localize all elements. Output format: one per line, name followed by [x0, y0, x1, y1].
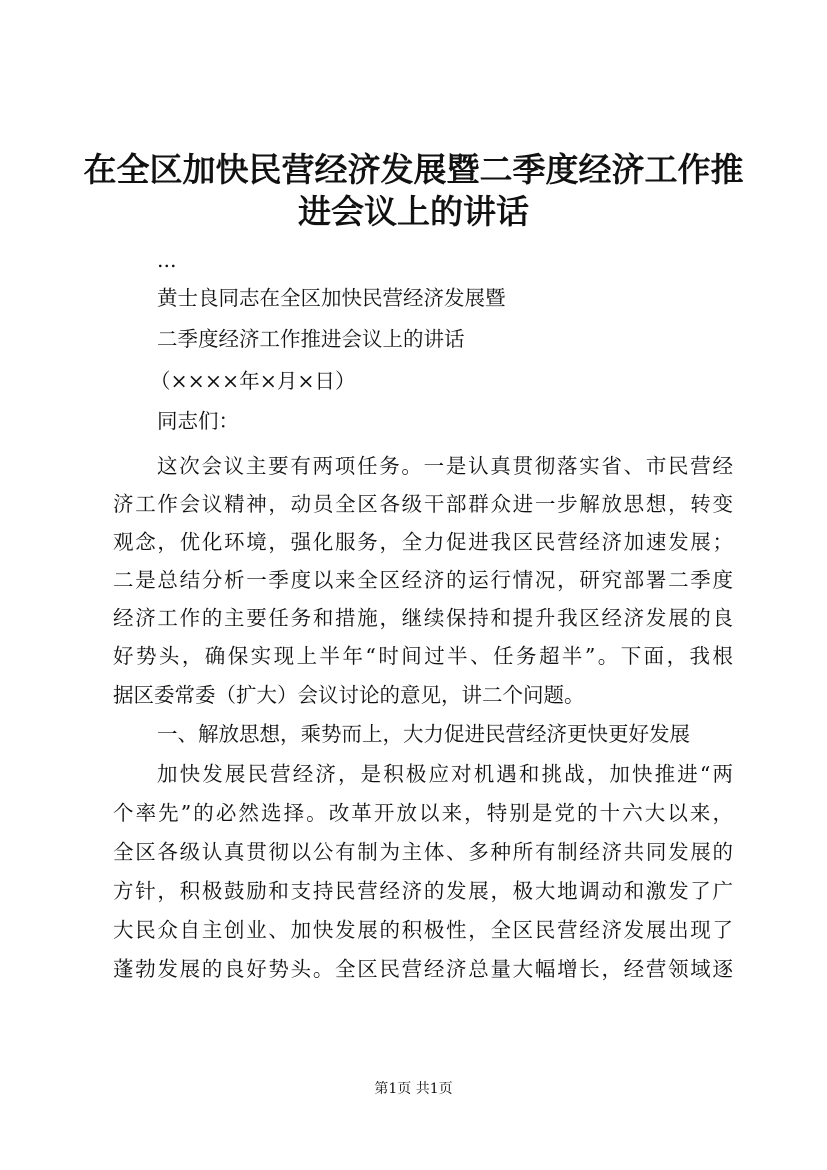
ellipsis-line: ... — [157, 248, 177, 272]
body-line: 个率先”的必然选择。改革开放以来，特别是党的十六大以来， — [113, 801, 733, 825]
body-line: 二是总结分析一季度以来全区经济的运行情况，研究部署二季度 — [113, 568, 733, 592]
body-line: 全区各级认真贯彻以公有制为主体、多种所有制经济共同发展的 — [113, 840, 733, 864]
body-line: 济工作会议精神，动员全区各级干部群众进一步解放思想，转变 — [113, 492, 733, 516]
body-line: 加快发展民营经济，是积极应对机遇和挑战，加快推进“两 — [157, 762, 733, 786]
salutation: 同志们： — [157, 409, 239, 433]
body-line: 经济工作的主要任务和措施，继续保持和提升我区经济发展的良 — [113, 606, 733, 630]
body-line: 据区委常委（扩大）会议讨论的意见，讲二个问题。 — [113, 683, 585, 707]
speaker-line-1: 黄士良同志在全区加快民营经济发展暨 — [157, 286, 506, 310]
body-line: 蓬勃发展的良好势头。全区民营经济总量大幅增长，经营领域逐 — [113, 957, 733, 981]
document-title-line-2: 进会议上的讲话 — [298, 192, 529, 231]
body-line: 大民众自主创业、加快发展的积极性，全区民营经济发展出现了 — [113, 918, 733, 942]
body-line: 方针，积极鼓励和支持民营经济的发展，极大地调动和激发了广 — [113, 879, 733, 903]
body-line: 观念，优化环境，强化服务，全力促进我区民营经济加速发展； — [113, 530, 733, 554]
page-number-footer: 第1页 共1页 — [374, 1081, 453, 1097]
speaker-line-2: 二季度经济工作推进会议上的讲话 — [157, 327, 465, 351]
date-line: （××××年×月×日） — [150, 369, 356, 393]
body-line: 这次会议主要有两项任务。一是认真贯彻落实省、市民营经 — [157, 454, 733, 478]
section-heading: 一、解放思想，乘势而上，大力促进民营经济更快更好发展 — [157, 722, 690, 746]
document-title-line-1: 在全区加快民营经济发展暨二季度经济工作推 — [83, 150, 744, 189]
body-line: 好势头，确保实现上半年“时间过半、任务超半”。下面，我根 — [113, 644, 733, 668]
